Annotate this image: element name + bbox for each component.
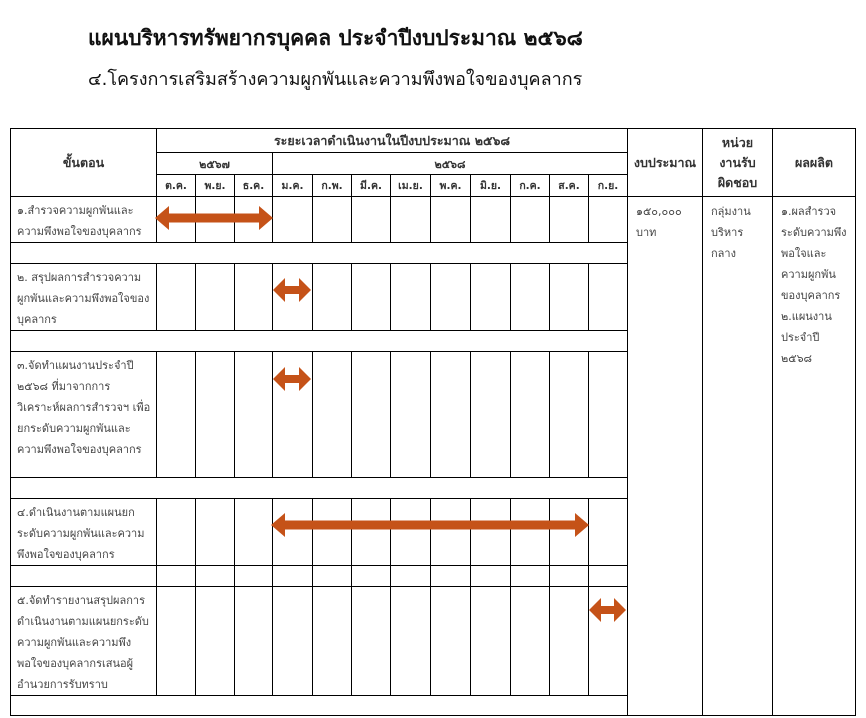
month-cell <box>471 197 511 243</box>
spacer-cell <box>550 566 589 587</box>
month-cell <box>589 352 628 478</box>
month-cell <box>273 352 313 478</box>
step-row <box>11 197 856 243</box>
spacer-cell <box>235 566 273 587</box>
month-cell <box>157 352 196 478</box>
hr-plan-table <box>10 128 856 716</box>
month-cell <box>589 499 628 566</box>
spacer-cell <box>431 566 471 587</box>
month-cell <box>196 264 235 331</box>
month-cell <box>235 587 273 696</box>
header-budget: งบประมาณ <box>628 129 703 197</box>
month-cell <box>273 197 313 243</box>
month-cell <box>550 352 589 478</box>
spacer-cell <box>11 696 628 716</box>
month-cell <box>511 587 550 696</box>
month-header: ส.ค. <box>550 175 589 197</box>
step-label: ๔.ดำเนินงานตามแผนยกระดับความผูกพันและความพึงพอใจของบุคลากร <box>11 499 157 566</box>
step-label: ๓.จัดทำแผนงานประจำปี ๒๕๖๘ ที่มาจากการวิเคราะห์ผลการสำรวจฯ เพื่อยกระดับความผูกพันและความพึงพอใจของบุคลากร <box>11 352 157 478</box>
month-header: มิ.ย. <box>471 175 511 197</box>
month-cell <box>157 499 196 566</box>
month-cell <box>391 587 431 696</box>
double-arrow-icon <box>589 598 626 622</box>
month-cell <box>352 352 391 478</box>
spacer-cell <box>313 566 352 587</box>
spacer-cell <box>157 566 196 587</box>
month-cell <box>471 264 511 331</box>
month-cell <box>511 264 550 331</box>
month-cell <box>391 264 431 331</box>
month-cell <box>550 587 589 696</box>
month-header: ม.ค. <box>273 175 313 197</box>
budget-amount: ๑๕๐,๐๐๐ <box>636 205 682 218</box>
spacer-cell <box>511 566 550 587</box>
step-label: ๒. สรุปผลการสำรวจความผูกพันและความพึงพอใจของบุคลากร <box>11 264 157 331</box>
spacer-cell <box>11 331 628 352</box>
month-cell <box>196 499 235 566</box>
spacer-cell <box>273 566 313 587</box>
month-cell <box>157 587 196 696</box>
month-cell <box>352 197 391 243</box>
project-subtitle: ๔.โครงการเสริมสร้างความผูกพันและความพึงพอใจของบุคลากร <box>88 69 583 90</box>
spacer-cell <box>196 566 235 587</box>
responsible-unit: กลุ่มงานบริหารกลาง <box>703 197 773 716</box>
month-cell <box>313 264 352 331</box>
month-cell <box>352 264 391 331</box>
month-cell <box>511 352 550 478</box>
month-cell <box>273 264 313 331</box>
month-header: ต.ค. <box>157 175 196 197</box>
spacer-cell <box>11 566 157 587</box>
month-cell <box>196 587 235 696</box>
month-cell <box>431 352 471 478</box>
document-title: แผนบริหารทรัพยากรบุคคล ประจำปีงบประมาณ ๒๕๖๘ <box>88 26 583 50</box>
double-arrow-icon <box>273 278 311 302</box>
month-header: พ.ย. <box>196 175 235 197</box>
month-cell <box>471 352 511 478</box>
month-header: ก.ย. <box>589 175 628 197</box>
month-cell <box>550 264 589 331</box>
month-header: ธ.ค. <box>235 175 273 197</box>
step-label: ๑.สำรวจความผูกพันและความพึงพอใจของบุคลากร <box>11 197 157 243</box>
month-cell <box>431 264 471 331</box>
month-header: พ.ค. <box>431 175 471 197</box>
month-cell <box>550 197 589 243</box>
month-header: เม.ย. <box>391 175 431 197</box>
spacer-cell <box>471 566 511 587</box>
month-cell <box>235 352 273 478</box>
month-header: ก.ค. <box>511 175 550 197</box>
month-cell <box>235 499 273 566</box>
month-cell <box>157 264 196 331</box>
budget-unit: บาท <box>636 226 657 239</box>
header-year-2568: ๒๕๖๘ <box>273 153 628 175</box>
spacer-cell <box>11 478 628 499</box>
month-cell <box>313 197 352 243</box>
spacer-cell <box>352 566 391 587</box>
month-header: ก.พ. <box>313 175 352 197</box>
double-arrow-icon <box>155 206 273 230</box>
month-cell <box>157 197 196 243</box>
month-cell <box>313 587 352 696</box>
month-header: มี.ค. <box>352 175 391 197</box>
month-cell <box>313 352 352 478</box>
header-period: ระยะเวลาดำเนินงานในปีงบประมาณ ๒๕๖๘ <box>157 129 628 153</box>
month-cell <box>273 499 313 566</box>
month-cell <box>431 197 471 243</box>
step-label: ๕.จัดทำรายงานสรุปผลการดำเนินงานตามแผนยกระดับความผูกพันและความพึงพอใจของบุคลากรเสนอผู้อำนวยการรับทราบ <box>11 587 157 696</box>
spacer-cell <box>589 566 628 587</box>
output-cell: ๑.ผลสำรวจระดับความพึงพอใจและความผูกพันของบุคลากร ๒.แผนงานประจำปี ๒๕๖๘ <box>773 197 856 716</box>
month-cell <box>431 587 471 696</box>
month-cell <box>235 264 273 331</box>
budget-cell <box>628 197 703 716</box>
header-year-2567: ๒๕๖๗ <box>157 153 273 175</box>
month-cell <box>391 197 431 243</box>
spacer-cell <box>11 243 628 264</box>
header-output: ผลผลิต <box>773 129 856 197</box>
spacer-cell <box>391 566 431 587</box>
header-responsible: หน่วยงานรับผิดชอบ <box>703 129 773 197</box>
month-cell <box>273 587 313 696</box>
header-step: ขั้นตอน <box>11 129 157 197</box>
month-cell <box>589 197 628 243</box>
double-arrow-icon <box>271 513 589 537</box>
month-cell <box>511 197 550 243</box>
month-cell <box>471 587 511 696</box>
month-cell <box>196 352 235 478</box>
month-cell <box>589 587 628 696</box>
month-cell <box>391 352 431 478</box>
month-cell <box>352 587 391 696</box>
month-cell <box>589 264 628 331</box>
double-arrow-icon <box>273 367 311 391</box>
